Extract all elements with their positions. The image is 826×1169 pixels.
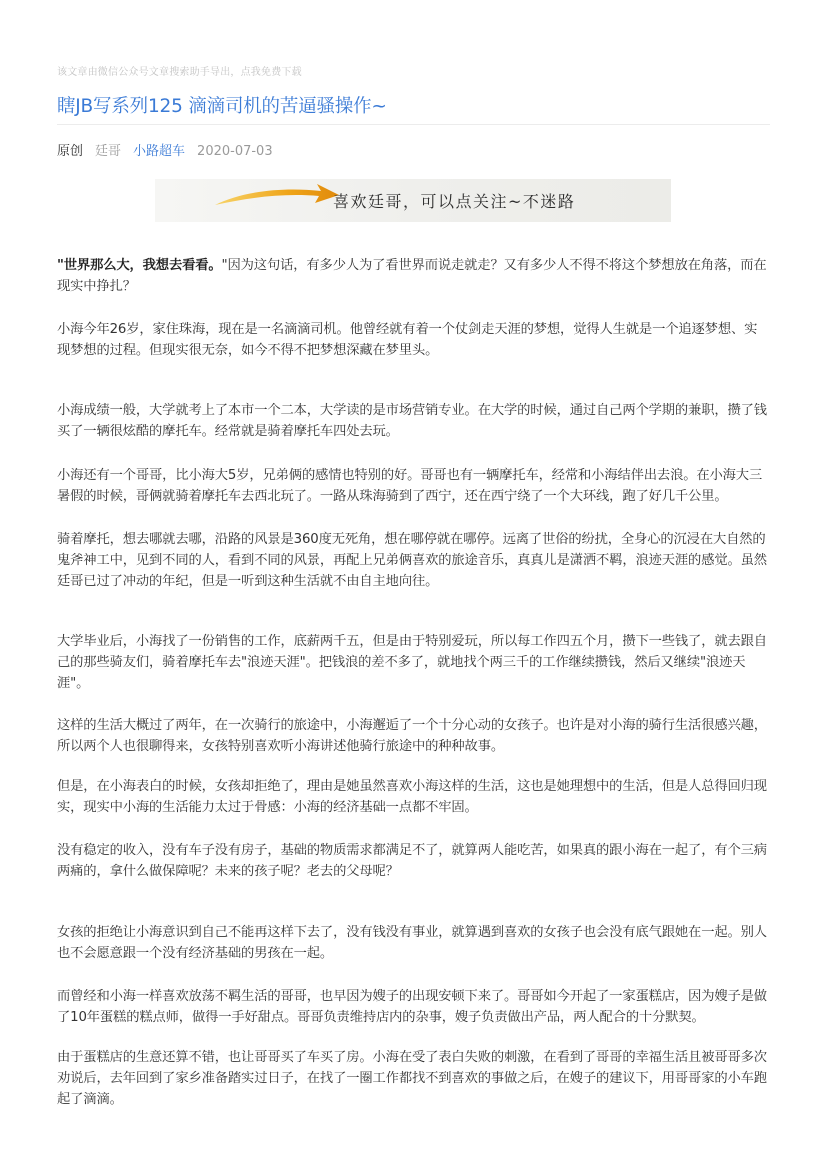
paragraph: 但是，在小海表白的时候，女孩却拒绝了，理由是她虽然喜欢小海这样的生活，这也是她理想中的生活，但是人总得回归现实，现实中小海的生活能力太过于骨感：小海的经济基础一点都不牢固。 (57, 779, 767, 815)
article-title: 瞎JB写系列125 滴滴司机的苦逼骚操作~ (57, 96, 387, 117)
paragraph: 小海成绩一般，大学就考上了本市一个二本，大学读的是市场营销专业。在大学的时候，通过自己两个学期的兼职，攒了钱买了一辆很炫酷的摩托车。经常就是骑着摩托车四处去玩。 (57, 403, 767, 439)
paragraph: 骑着摩托，想去哪就去哪，沿路的风景是360度无死角，想在哪停就在哪停。远离了世俗的纷扰，全身心的沉浸在大自然的鬼斧神工中，见到不同的人，看到不同的风景，再配上兄弟俩喜欢的旅途音乐，真真儿是潇洒不羁，浪迹天涯的感觉。虽然廷哥已过了冲动的年纪，但是一听到这种生活就不由自主地向往。 (57, 532, 767, 589)
paragraph: 没有稳定的收入，没有车子没有房子，基础的物质需求都满足不了，就算两人能吃苦，如果真的跟小海在一起了，有个三病两痛的，拿什么做保障呢？未来的孩子呢？老去的父母呢？ (57, 843, 767, 879)
paragraph-text: "因为这句话，有多少人为了看世界而说走就走？又有多少人不得不将这个梦想放在角落，而在现实中挣扎？ (57, 258, 767, 294)
account-link[interactable]: 小路超车 (133, 144, 186, 159)
swoosh-arrow-icon (213, 181, 343, 221)
quote-bold: "世界那么大，我想去看看。 (57, 258, 222, 273)
title-divider (57, 124, 770, 125)
export-note-link[interactable]: 该文章由微信公众号文章搜索助手导出，点我免费下载 (57, 67, 302, 78)
article-meta (57, 140, 273, 159)
publish-date: 2020-07-03 (197, 144, 273, 159)
paragraph: 由于蛋糕店的生意还算不错，也让哥哥买了车买了房。小海在受了表白失败的刺激，在看到了哥哥的幸福生活且被哥哥多次劝说后，去年回到了家乡准备踏实过日子，在找了一圈工作都找不到喜欢的事做之后，在嫂子的建议下，用哥哥家的小车跑起了滴滴。 (57, 1050, 767, 1107)
paragraph: 女孩的拒绝让小海意识到自己不能再这样下去了，没有钱没有事业，就算遇到喜欢的女孩子也会没有底气跟她在一起。别人也不会愿意跟一个没有经济基础的男孩在一起。 (57, 925, 767, 961)
author-name: 廷哥 (95, 144, 122, 159)
paragraph (57, 255, 770, 297)
paragraph: 这样的生活大概过了两年，在一次骑行的旅途中，小海邂逅了一个十分心动的女孩子。也许是对小海的骑行生活很感兴趣，所以两个人也很聊得来，女孩特别喜欢听小海讲述他骑行旅途中的种种故事。 (57, 718, 767, 754)
banner-text: 喜欢廷哥，可以点关注~不迷路 (333, 192, 576, 211)
follow-banner (155, 179, 671, 222)
paragraph: 而曾经和小海一样喜欢放荡不羁生活的哥哥，也早因为嫂子的出现安顿下来了。哥哥如今开起了一家蛋糕店，因为嫂子是做了10年蛋糕的糕点师，做得一手好甜点。哥哥负责维持店内的杂事，嫂子负责做出产品，两人配合的十分默契。 (57, 989, 767, 1025)
paragraph: 小海还有一个哥哥，比小海大5岁，兄弟俩的感情也特别的好。哥哥也有一辆摩托车，经常和小海结伴出去浪。在小海大三暑假的时候，哥俩就骑着摩托车去西北玩了。一路从珠海骑到了西宁，还在西宁绕了一个大环线，跑了好几千公里。 (57, 468, 763, 504)
paragraph: 小海今年26岁，家住珠海，现在是一名滴滴司机。他曾经就有着一个仗剑走天涯的梦想，觉得人生就是一个追逐梦想、实现梦想的过程。但现实很无奈，如今不得不把梦想深藏在梦里头。 (57, 322, 758, 358)
paragraph: 大学毕业后，小海找了一份销售的工作，底薪两千五，但是由于特别爱玩，所以每工作四五个月，攒下一些钱了，就去跟自己的那些骑友们，骑着摩托车去"浪迹天涯"。把钱浪的差不多了，就地找个两三千的工作继续攒钱，然后又继续"浪迹天涯"。 (57, 634, 767, 691)
original-tag: 原创 (57, 144, 84, 159)
